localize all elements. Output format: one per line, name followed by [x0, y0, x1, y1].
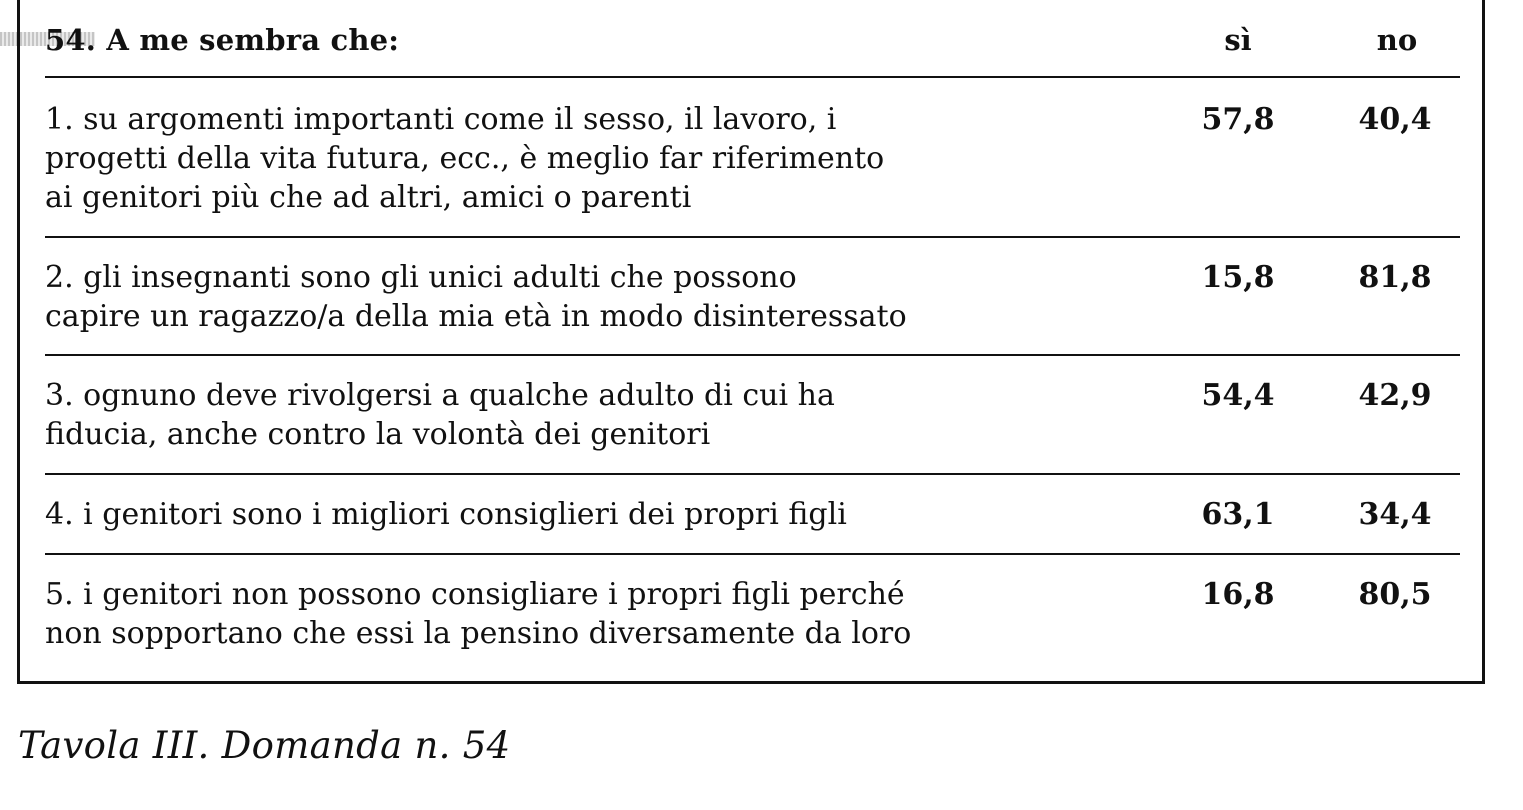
- column-header-no: no: [1376, 23, 1418, 57]
- row-value-no: 81,8: [1358, 260, 1432, 295]
- row-statement: 3. ognuno deve rivolgersi a qualche adulto di cui ha fiducia, anche contro la volontà dei genitori: [45, 378, 835, 452]
- row-value-no: 80,5: [1358, 577, 1432, 612]
- row-statement: 2. gli insegnanti sono gli unici adulti che possono capire un ragazzo/a della mia età in modo disinteressato: [45, 260, 907, 334]
- row-value-si: 16,8: [1201, 577, 1275, 612]
- row-value-si: 63,1: [1201, 497, 1275, 532]
- row-statement: 1. su argomenti importanti come il sesso, il lavoro, i progetti della vita futura, ecc., è meglio far riferimento ai genitori più che ad altri, amici o parenti: [45, 102, 885, 215]
- row-value-no: 34,4: [1358, 497, 1432, 532]
- row-statement: 4. i genitori sono i migliori consiglieri dei propri figli: [45, 497, 847, 532]
- table-header: [45, 18, 1460, 78]
- row-value-no: 40,4: [1358, 102, 1432, 137]
- table-row: [45, 356, 1460, 475]
- table-row: [45, 475, 1460, 555]
- table-caption: Tavola III. Domanda n. 54: [18, 724, 511, 767]
- row-statement: 5. i genitori non possono consigliare i propri figli perché non sopportano che essi la pensino diversamente da loro: [45, 577, 912, 651]
- question-title: 54. A me sembra che:: [45, 23, 400, 57]
- row-value-si: 54,4: [1201, 378, 1275, 413]
- row-value-no: 42,9: [1358, 378, 1432, 413]
- table-row: [45, 238, 1460, 356]
- row-value-si: 57,8: [1201, 102, 1275, 137]
- column-header-si: sì: [1224, 23, 1252, 57]
- table-row: [45, 555, 1460, 675]
- table-row: [45, 78, 1460, 238]
- row-value-si: 15,8: [1201, 260, 1275, 295]
